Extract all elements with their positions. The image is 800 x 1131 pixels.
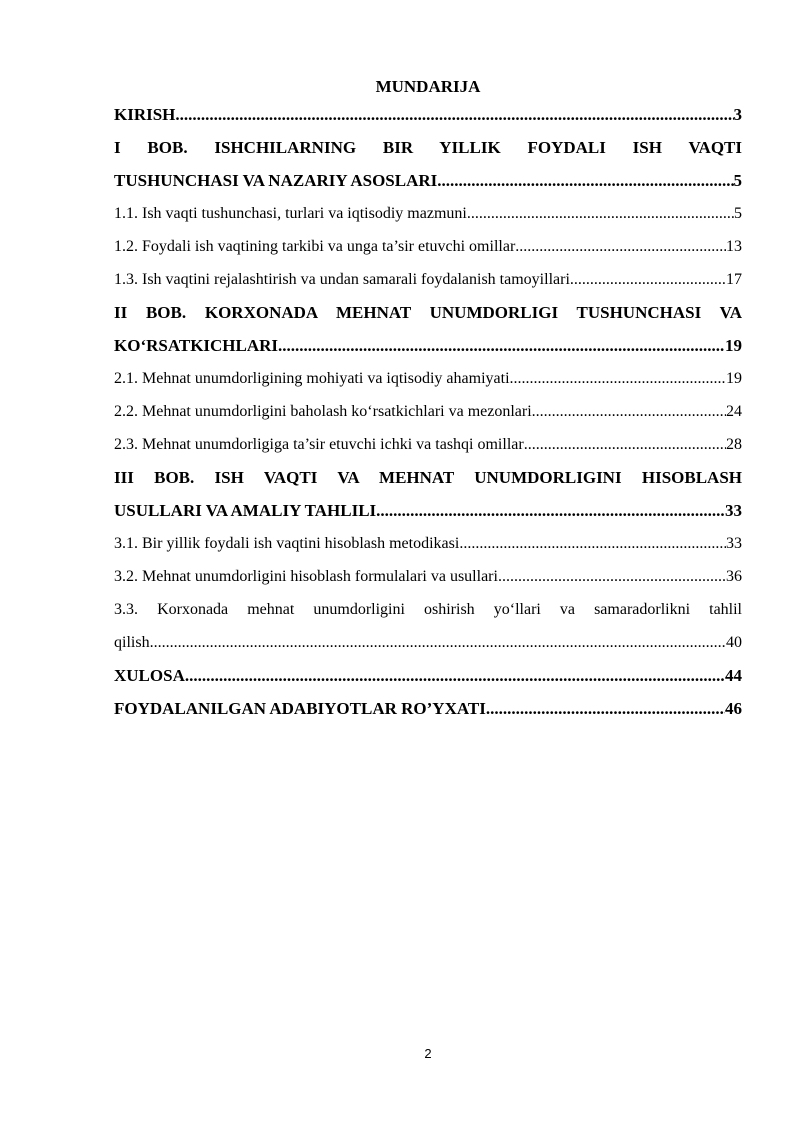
toc-entry-section-2-1[interactable] <box>114 362 742 395</box>
toc-entry-label-line1: II BOB. KORXONADA MEHNAT UNUMDORLIGI TUSHUNCHASI VA <box>114 303 742 322</box>
toc-page-number: 28 <box>726 436 742 453</box>
toc-page-number: 17 <box>726 271 742 288</box>
table-of-contents <box>114 98 742 725</box>
toc-entry-section-1-1[interactable] <box>114 197 742 230</box>
dot-leader <box>570 263 726 296</box>
toc-entry-section-1-2[interactable] <box>114 230 742 263</box>
dot-leader <box>150 626 726 659</box>
toc-entry-label-line1: 3.3. Korxonada mehnat unumdorligini oshirish yo‘llari va samaradorlikni tahlil <box>114 601 742 618</box>
dot-leader <box>278 329 725 362</box>
toc-page-number: 5 <box>733 171 742 190</box>
toc-page-number: 33 <box>726 535 742 552</box>
toc-entry-label-line1: I BOB. ISHCHILARNING BIR YILLIK FOYDALI ISH VAQTI <box>114 138 742 157</box>
toc-page-number: 19 <box>726 370 742 387</box>
toc-entry-section-3-1[interactable] <box>114 527 742 560</box>
dot-leader <box>532 395 726 428</box>
toc-entry-section-2-3[interactable] <box>114 428 742 461</box>
toc-entry-section-3-2[interactable] <box>114 560 742 593</box>
toc-entry-label: KO‘RSATKICHLARI <box>114 336 279 355</box>
dot-leader <box>498 560 726 593</box>
toc-entry-section-1-3[interactable] <box>114 263 742 296</box>
dot-leader <box>459 527 726 560</box>
dot-leader <box>185 659 725 692</box>
toc-page-number: 36 <box>726 568 742 585</box>
toc-entry-label: TUSHUNCHASI VA NAZARIY ASOSLARI <box>114 171 438 190</box>
dot-leader <box>524 428 726 461</box>
toc-entry-references[interactable] <box>114 692 742 725</box>
dot-leader <box>175 98 733 131</box>
toc-entry-label: 2.3. Mehnat unumdorligiga ta’sir etuvchi ichki va tashqi omillar <box>114 436 524 453</box>
toc-entry-xulosa[interactable] <box>114 659 742 692</box>
toc-page-number: 5 <box>734 205 742 222</box>
toc-entry-chapter-1[interactable] <box>114 131 742 197</box>
toc-entry-label: FOYDALANILGAN ADABIYOTLAR RO’YXATI <box>114 699 486 718</box>
toc-entry-chapter-2[interactable] <box>114 296 742 362</box>
toc-entry-label-line1: III BOB. ISH VAQTI VA MEHNAT UNUMDORLIGINI HISOBLASH <box>114 468 742 487</box>
footer-page-number: 2 <box>424 1046 432 1061</box>
dot-leader <box>515 230 726 263</box>
toc-entry-label: 3.1. Bir yillik foydali ish vaqtini hisoblash metodikasi <box>114 535 460 552</box>
toc-entry-label: 2.2. Mehnat unumdorligini baholash ko‘rsatkichlari va mezonlari <box>114 403 532 420</box>
dot-leader <box>376 494 725 527</box>
page-title: MUNDARIJA <box>375 77 481 96</box>
toc-entry-label: 1.1. Ish vaqti tushunchasi, turlari va iqtisodiy mazmuni <box>114 205 467 222</box>
toc-page-number: 40 <box>726 634 742 651</box>
dot-leader <box>510 362 726 395</box>
toc-entry-label: 2.1. Mehnat unumdorligining mohiyati va iqtisodiy ahamiyati <box>114 370 510 387</box>
toc-entry-kirish[interactable] <box>114 98 742 131</box>
toc-page-number: 44 <box>725 666 742 685</box>
toc-page-number: 33 <box>725 501 742 520</box>
toc-entry-section-3-3[interactable] <box>114 593 742 659</box>
toc-entry-label: USULLARI VA AMALIY TAHLILI <box>114 501 377 520</box>
toc-entry-section-2-2[interactable] <box>114 395 742 428</box>
toc-entry-chapter-3[interactable] <box>114 461 742 527</box>
toc-page-number: 19 <box>725 336 742 355</box>
toc-entry-label: XULOSA <box>114 666 185 685</box>
dot-leader <box>437 164 733 197</box>
toc-page-number: 46 <box>725 699 742 718</box>
toc-entry-label: qilish <box>114 634 150 651</box>
toc-entry-label: 3.2. Mehnat unumdorligini hisoblash formulalari va usullari <box>114 568 498 585</box>
dot-leader <box>486 692 725 725</box>
toc-entry-label: 1.3. Ish vaqtini rejalashtirish va undan samarali foydalanish tamoyillari <box>114 271 570 288</box>
toc-page-number: 24 <box>726 403 742 420</box>
toc-page-number: 13 <box>726 238 742 255</box>
toc-entry-label: 1.2. Foydali ish vaqtining tarkibi va unga ta’sir etuvchi omillar <box>114 238 516 255</box>
toc-entry-label: KIRISH <box>114 105 176 124</box>
toc-page-number: 3 <box>733 105 742 124</box>
dot-leader <box>467 197 734 230</box>
